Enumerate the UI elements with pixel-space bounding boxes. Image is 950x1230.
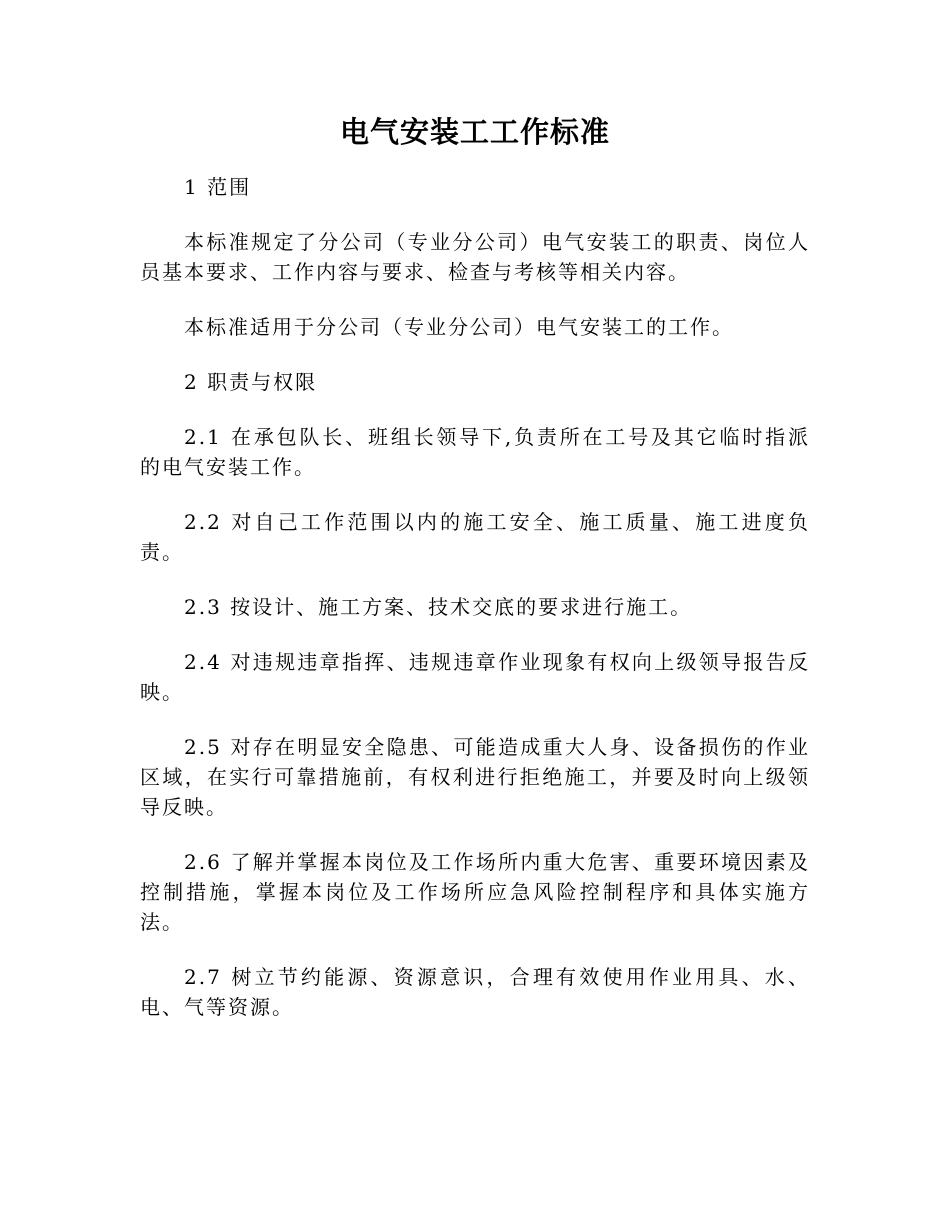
paragraph-scope-2: 本标准适用于分公司（专业分公司）电气安装工的工作。: [184, 315, 734, 339]
paragraph-2-4: 2.4 对违规违章指挥、违规违章作业现象有权向上级领导报告反映。: [140, 650, 810, 704]
section-heading-duties: 2 职责与权限: [184, 370, 318, 394]
paragraph-2-5: 2.5 对存在明显安全隐患、可能造成重大人身、设备损伤的作业区域，在实行可靠措施前，有权利进行拒绝施工，并要及时向上级领导反映。: [140, 735, 810, 819]
section-heading-scope: 1 范围: [184, 175, 252, 199]
paragraph-2-3: 2.3 按设计、施工方案、技术交底的要求进行施工。: [184, 595, 693, 619]
paragraph-2-6: 2.6 了解并掌握本岗位及工作场所内重大危害、重要环境因素及控制措施，掌握本岗位及工作场所应急风险控制程序和具体实施方法。: [140, 850, 810, 934]
paragraph-2-7: 2.7 树立节约能源、资源意识，合理有效使用作业用具、水、电、气等资源。: [140, 965, 810, 1019]
document-body: [140, 108, 810, 1022]
paragraph-2-2: 2.2 对自己工作范围以内的施工安全、施工质量、施工进度负责。: [140, 510, 810, 564]
paragraph-2-1: 2.1 在承包队长、班组长领导下,负责所在工号及其它临时指派的电气安装工作。: [140, 425, 810, 479]
document-title: 电气安装工工作标准: [339, 115, 610, 149]
paragraph-scope-1: 本标准规定了分公司（专业分公司）电气安装工的职责、岗位人员基本要求、工作内容与要求、检查与考核等相关内容。: [140, 230, 810, 284]
